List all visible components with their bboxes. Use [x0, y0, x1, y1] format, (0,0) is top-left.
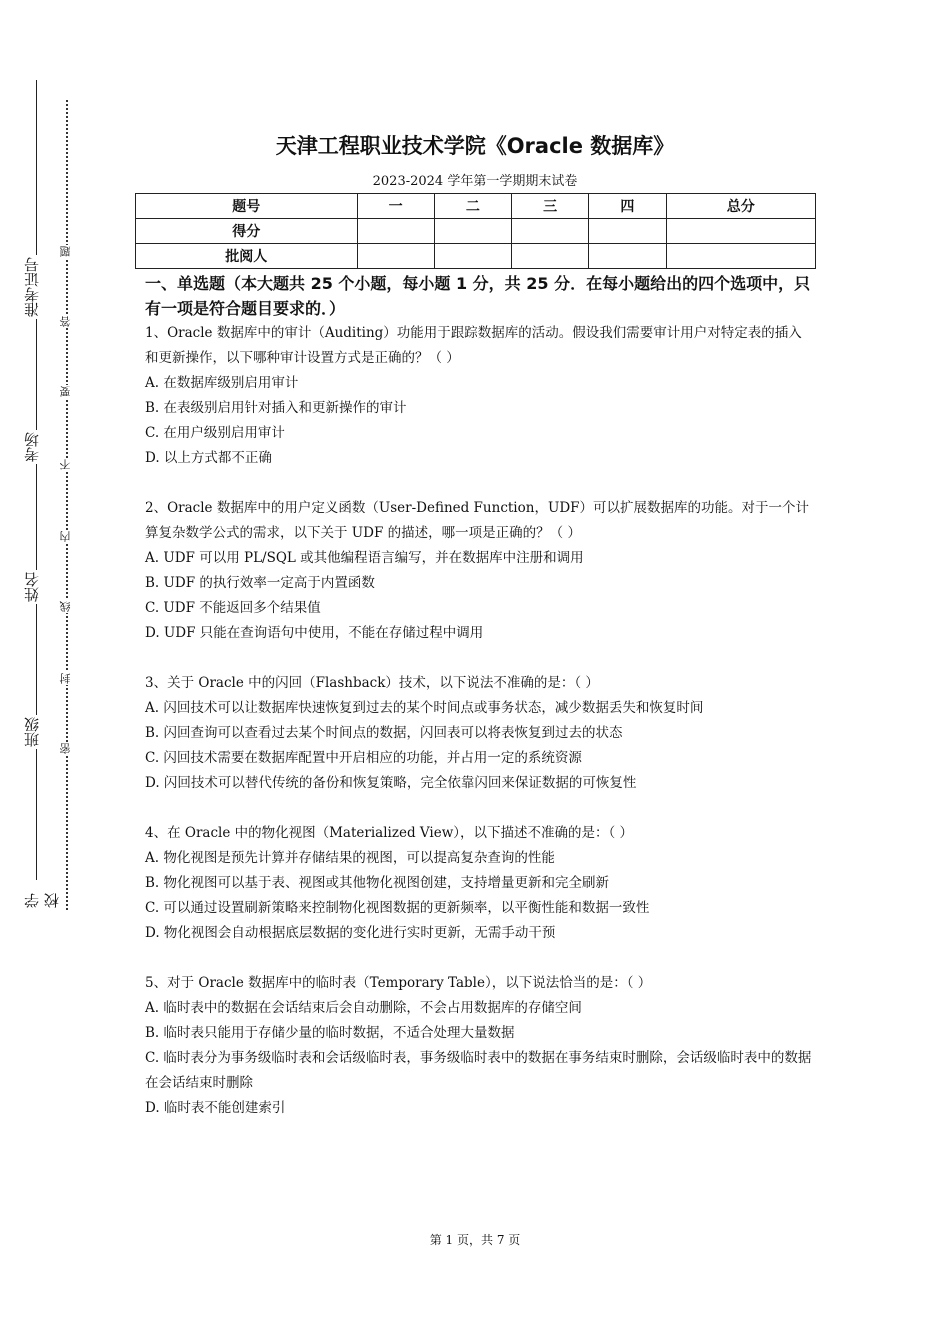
score-cell	[357, 219, 434, 244]
option-a: A. 闪回技术可以让数据库快速恢复到过去的某个时间点或事务状态，减少数据丢失和恢复时间	[145, 700, 704, 716]
option-a: A. UDF 可以用 PL/SQL 或其他编程语言编写，并在数据库中注册和调用	[145, 550, 584, 566]
option-a: A. 物化视图是预先计算并存储结果的视图，可以提高复杂查询的性能	[145, 850, 555, 866]
option-d: D. 以上方式都不正确	[145, 450, 272, 466]
reviewer-cell	[666, 244, 815, 269]
header-cell: 总分	[666, 194, 815, 219]
question-3	[145, 671, 813, 796]
option-a: A. 在数据库级别启用审计	[145, 375, 299, 391]
option-b: B. 闪回查询可以查看过去某个时间点的数据，闪回表可以将表恢复到过去的状态	[145, 725, 623, 741]
header-cell: 题号	[136, 194, 358, 219]
score-cell	[512, 219, 589, 244]
question-4	[145, 821, 813, 946]
section-heading: 一、单选题（本大题共 25 个小题，每小题 1 分，共 25 分．在每小题给出的四个选项中，只有一项是符合题目要求的．）	[145, 274, 811, 318]
header-cell: 二	[434, 194, 511, 219]
option-b: B. 物化视图可以基于表、视图或其他物化视图创建，支持增量更新和完全刷新	[145, 875, 610, 891]
seal-char-4: 不	[59, 459, 72, 470]
question-2	[145, 496, 813, 646]
question-1	[145, 321, 813, 471]
option-a: A. 临时表中的数据在会话结束后会自动删除，不会占用数据库的存储空间	[145, 1000, 582, 1016]
score-cell	[434, 219, 511, 244]
option-d: D. 闪回技术可以替代传统的备份和恢复策略，完全依靠闪回来保证数据的可恢复性	[145, 775, 637, 791]
seal-char-3: 要	[59, 386, 72, 397]
seal-char-7: 封	[59, 673, 72, 684]
option-d: D. 物化视图会自动根据底层数据的变化进行实时更新，无需手动干预	[145, 925, 556, 941]
option-d: D. UDF 只能在查询语句中使用，不能在存储过程中调用	[145, 625, 484, 641]
field-class: 班级	[23, 717, 41, 747]
reviewer-cell	[357, 244, 434, 269]
reviewer-row	[136, 244, 816, 269]
field-exam-room: 考场	[23, 432, 41, 462]
option-b: B. 在表级别启用针对插入和更新操作的审计	[145, 400, 407, 416]
score-cell	[666, 219, 815, 244]
binding-margin	[18, 80, 72, 910]
seal-char-8: 密	[59, 743, 72, 754]
reviewer-cell	[434, 244, 511, 269]
option-d: D. 临时表不能创建索引	[145, 1100, 286, 1116]
header-cell: 一	[357, 194, 434, 219]
question-stem: 3、关于 Oracle 中的闪回（Flashback）技术，以下说法不准确的是：（ ）	[145, 675, 599, 691]
field-school: 学校	[22, 880, 62, 910]
seal-char-1: 题	[59, 246, 72, 257]
question-5	[145, 971, 813, 1121]
option-c: C. 闪回技术需要在数据库配置中开启相应的功能，并占用一定的系统资源	[145, 750, 582, 766]
option-c: C. 在用户级别启用审计	[145, 425, 285, 441]
page-title: 天津工程职业技术学院《Oracle 数据库》	[275, 134, 675, 158]
option-c: C. 可以通过设置刷新策略来控制物化视图数据的更新频率，以平衡性能和数据一致性	[145, 900, 650, 916]
seal-char-5: 内	[59, 531, 72, 542]
exam-subtitle: 2023-2024 学年第一学期期末试卷	[372, 174, 578, 189]
option-c: C. UDF 不能返回多个结果值	[145, 600, 321, 616]
score-table-header	[136, 194, 816, 219]
score-cell	[589, 219, 666, 244]
field-name: 姓名	[23, 572, 41, 602]
row-label: 批阅人	[136, 244, 358, 269]
seal-line	[66, 100, 68, 910]
header-cell: 三	[512, 194, 589, 219]
question-list	[145, 321, 813, 1146]
reviewer-cell	[512, 244, 589, 269]
row-label: 得分	[136, 219, 358, 244]
header-cell: 四	[589, 194, 666, 219]
option-c: C. 临时表分为事务级临时表和会话级临时表，事务级临时表中的数据在事务结束时删除，会话级临时表中的数据在会话结束时删除	[145, 1050, 812, 1091]
question-stem: 5、对于 Oracle 数据库中的临时表（Temporary Table），以下说法恰当的是：（ ）	[145, 975, 652, 991]
question-stem: 2、Oracle 数据库中的用户定义函数（User-Defined Function，UDF）可以扩展数据库的功能。对于一个计算复杂数学公式的需求，以下关于 UDF 的描述，哪一项是正确的？（ ）	[145, 500, 810, 541]
question-stem: 4、在 Oracle 中的物化视图（Materialized View），以下描述不准确的是：（ ）	[145, 825, 634, 841]
option-b: B. UDF 的执行效率一定高于内置函数	[145, 575, 375, 591]
seal-char-2: 答	[59, 316, 72, 327]
question-stem: 1、Oracle 数据库中的审计（Auditing）功能用于跟踪数据库的活动。假设我们需要审计用户对特定表的插入和更新操作，以下哪种审计设置方式是正确的？（ ）	[145, 325, 802, 366]
field-exam-number: 准考证号	[23, 257, 41, 317]
reviewer-cell	[589, 244, 666, 269]
option-b: B. 临时表只能用于存储少量的临时数据，不适合处理大量数据	[145, 1025, 515, 1041]
score-row	[136, 219, 816, 244]
score-table	[135, 193, 816, 269]
binding-line	[36, 80, 37, 910]
page-footer: 第 1 页，共 7 页	[429, 1233, 521, 1247]
seal-char-6: 线	[59, 601, 72, 612]
